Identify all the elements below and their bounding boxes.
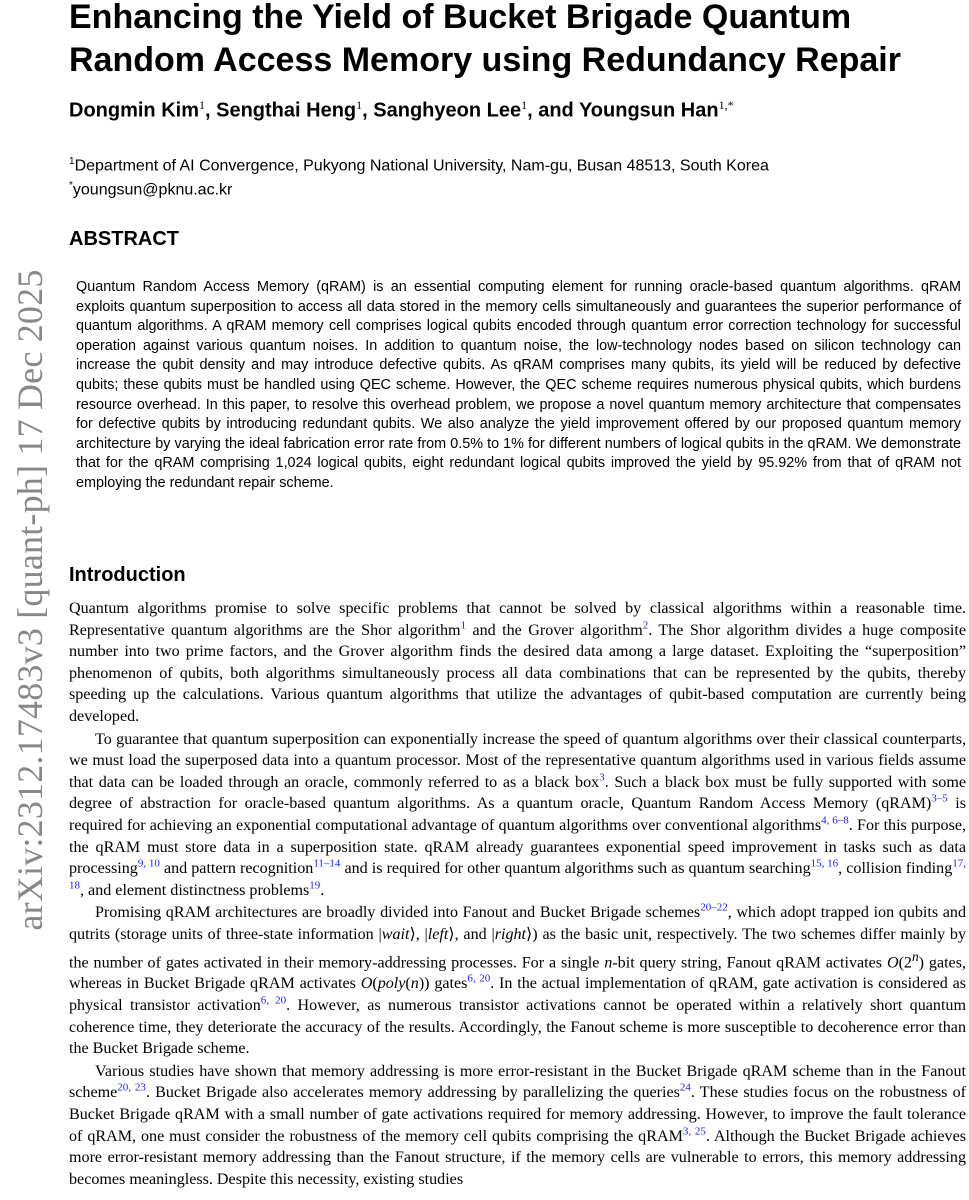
citation-link[interactable]: 1	[460, 619, 467, 632]
citation-link[interactable]: 3–5	[931, 792, 948, 805]
paragraph: Promising qRAM architectures are broadly divided into Fanout and Bucket Brigade schemes$^{20-22}$, which adopt trapped ion qubits and qutrits (storage units of three-state information |wait⟩, |left⟩, and |right⟩) as the basic unit, respectively. The two schemes differ mainly by the number of gates activated in their memory-addressing processes. For a single n-bit query string, Fanout qRAM activates O(2$^n$) gates, whereas in Bucket Brigade qRAM activates O(poly(n)) gates$^{6, 20}$. In the actual implementation of qRAM, gate activation is considered as physical transistor activation$^{6, 20}$. However, as numerous transistor activations cannot be operated within a relatively short quantum coherence time, they deteriorate the accuracy of the results. Accordingly, the Fanout scheme is more susceptible to decoherence error than the Bucket Brigade scheme.	[69, 901, 967, 1058]
author-name: Sengthai Heng	[216, 99, 357, 122]
author-affiliation-mark: 1	[199, 98, 205, 112]
citation-link[interactable]: 15, 16	[810, 857, 839, 870]
citation-link[interactable]: 11–14	[313, 857, 341, 870]
affiliation-text: Department of AI Convergence, Pukyong National University, Nam-gu, Busan 48513, South Korea	[74, 157, 769, 175]
author-name: Youngsun Han	[578, 99, 719, 122]
affiliation-mark: 1	[69, 156, 75, 167]
citation-link[interactable]: 3	[599, 771, 605, 784]
citation-link[interactable]: 19	[309, 879, 321, 892]
author-affiliation-mark: 1	[356, 98, 363, 112]
citation-link[interactable]: 20, 23	[117, 1082, 146, 1095]
introduction-body	[69, 598, 966, 1191]
arxiv-identifier: arXiv:2312.17483v3 [quant-ph] 17 Dec 2025	[10, 269, 50, 931]
author-affiliation-mark: 1	[521, 98, 528, 112]
abstract-heading: ABSTRACT	[69, 228, 179, 250]
citation-link[interactable]: 20–22	[700, 901, 728, 914]
affiliation-block	[69, 152, 769, 201]
author-separator: ,	[205, 99, 217, 122]
citation-link[interactable]: 6, 20	[260, 994, 287, 1007]
citation-link[interactable]: 2	[642, 619, 649, 632]
paragraph: Various studies have shown that memory addressing is more error-resistant in the Bucket Brigade qRAM scheme than in the Fanout scheme$^{20, 23}$. Bucket Brigade also accelerates memory addressing by parallelizing the queries$^{24}$. These studies focus on the robustness of Bucket Brigade qRAM with a small number of gate activations required for memory addressing. However, to improve the fault tolerance of qRAM, one must consider the robustness of the memory cell qubits comprising the qRAM$^{3, 25}$. Although the Bucket Brigade achieves more error-resistant memory addressing than the Fanout structure, if the memory cells are vulnerable to errors, this memory addressing becomes meaningless. Despite this necessity, existing studies	[69, 1062, 966, 1188]
author-name: Dongmin Kim	[69, 99, 199, 122]
arxiv-sidebar	[0, 0, 60, 1200]
citation-link[interactable]: 24	[679, 1082, 691, 1095]
paper-title: Enhancing the Yield of Bucket Brigade Quantum Random Access Memory using Redundancy Repair	[69, 0, 901, 79]
email-text: youngsun@pknu.ac.kr	[72, 181, 233, 199]
abstract-text: Quantum Random Access Memory (qRAM) is an essential computing element for running oracle-based quantum algorithms. qRAM exploits quantum superposition to access all data stored in the memory cells simultaneously and guarantees the superior performance of quantum algorithms. A qRAM memory cell comprises logical qubits encoded through quantum error correction technology for successful operation against various quantum noises. In addition to quantum noise, the low-technology nodes based on silicon technology can increase the qubit density and may introduce defective qubits. As qRAM comprises many qubits, its yield will be reduced by defective qubits; these qubits must be handled using QEC scheme. However, the QEC scheme requires numerous physical qubits, which burdens resource overhead. In this paper, to resolve this overhead problem, we propose a novel quantum memory architecture that compensates for defective qubits by introducing redundant qubits. We also analyze the yield improvement offered by our proposed quantum memory architecture by varying the ideal fabrication error rate from 0.5% to 1% for different numbers of logical qubits in the qRAM. We demonstrate that for the qRAM comprising 1,024 logical qubits, eight redundant logical qubits improved the yield by 95.92% from that of qRAM not employing the redundant repair scheme.	[76, 279, 961, 491]
author-name: Sanghyeon Lee	[373, 99, 522, 122]
author-separator: ,	[362, 99, 374, 122]
affiliation	[69, 152, 769, 176]
email-mark: *	[69, 180, 73, 192]
corresponding-email	[69, 176, 769, 200]
citation-link[interactable]: 9, 10	[137, 857, 160, 870]
citation-link[interactable]: 17, 18	[69, 857, 967, 892]
citation-link[interactable]: 3, 25	[682, 1125, 706, 1138]
paragraph: Quantum algorithms promise to solve specific problems that cannot be solved by classical algorithms within a reasonable time. Representative quantum algorithms are the Shor algorithm$^1$ and the Grover algorithm$^2$. The Shor algorithm divides a huge composite number into two prime factors, and the Grover algorithm finds the desired data among a large dataset. Exploiting the “superposition” phenomenon of qubits, both algorithms simultaneously process all data combinations that can be represented by the qubits, thereby speeding up the calculations. Various quantum algorithms that utilize the advantages of qubit-based computation are currently being developed.	[69, 600, 966, 725]
citation-link[interactable]: 4, 6–8	[821, 814, 849, 827]
author-separator: , and	[527, 99, 579, 122]
paragraph: To guarantee that quantum superposition can exponentially increase the speed of quantum algorithms over their classical counterparts, we must load the superposed data into a quantum processor. Most of the representative quantum algorithms used in various fields assume that data can be loaded through an oracle, commonly referred to as a black box$^3$. Such a black box must be fully supported with some degree of abstraction for oracle-based quantum algorithms. As a quantum oracle, Quantum Random Access Memory (qRAM)$^{3-5}$ is required for achieving an exponential computational advantage of quantum algorithms over conventional algorithms$^{4, 6-8}$. For this purpose, the qRAM must store data in a superposition state. qRAM already guarantees exponential speed improvement in tasks such as data processing$^{9, 10}$ and pattern recognition$^{11-14}$ and is required for other quantum algorithms such as quantum searching$^{15, 16}$, collision finding$^{17, 18}$, and element distinctness problems$^{19}$.	[69, 730, 967, 899]
introduction-heading: Introduction	[69, 564, 186, 586]
citation-link[interactable]: 6, 20	[467, 973, 491, 986]
author-list	[69, 98, 734, 123]
author-affiliation-mark: 1,*	[718, 98, 734, 112]
